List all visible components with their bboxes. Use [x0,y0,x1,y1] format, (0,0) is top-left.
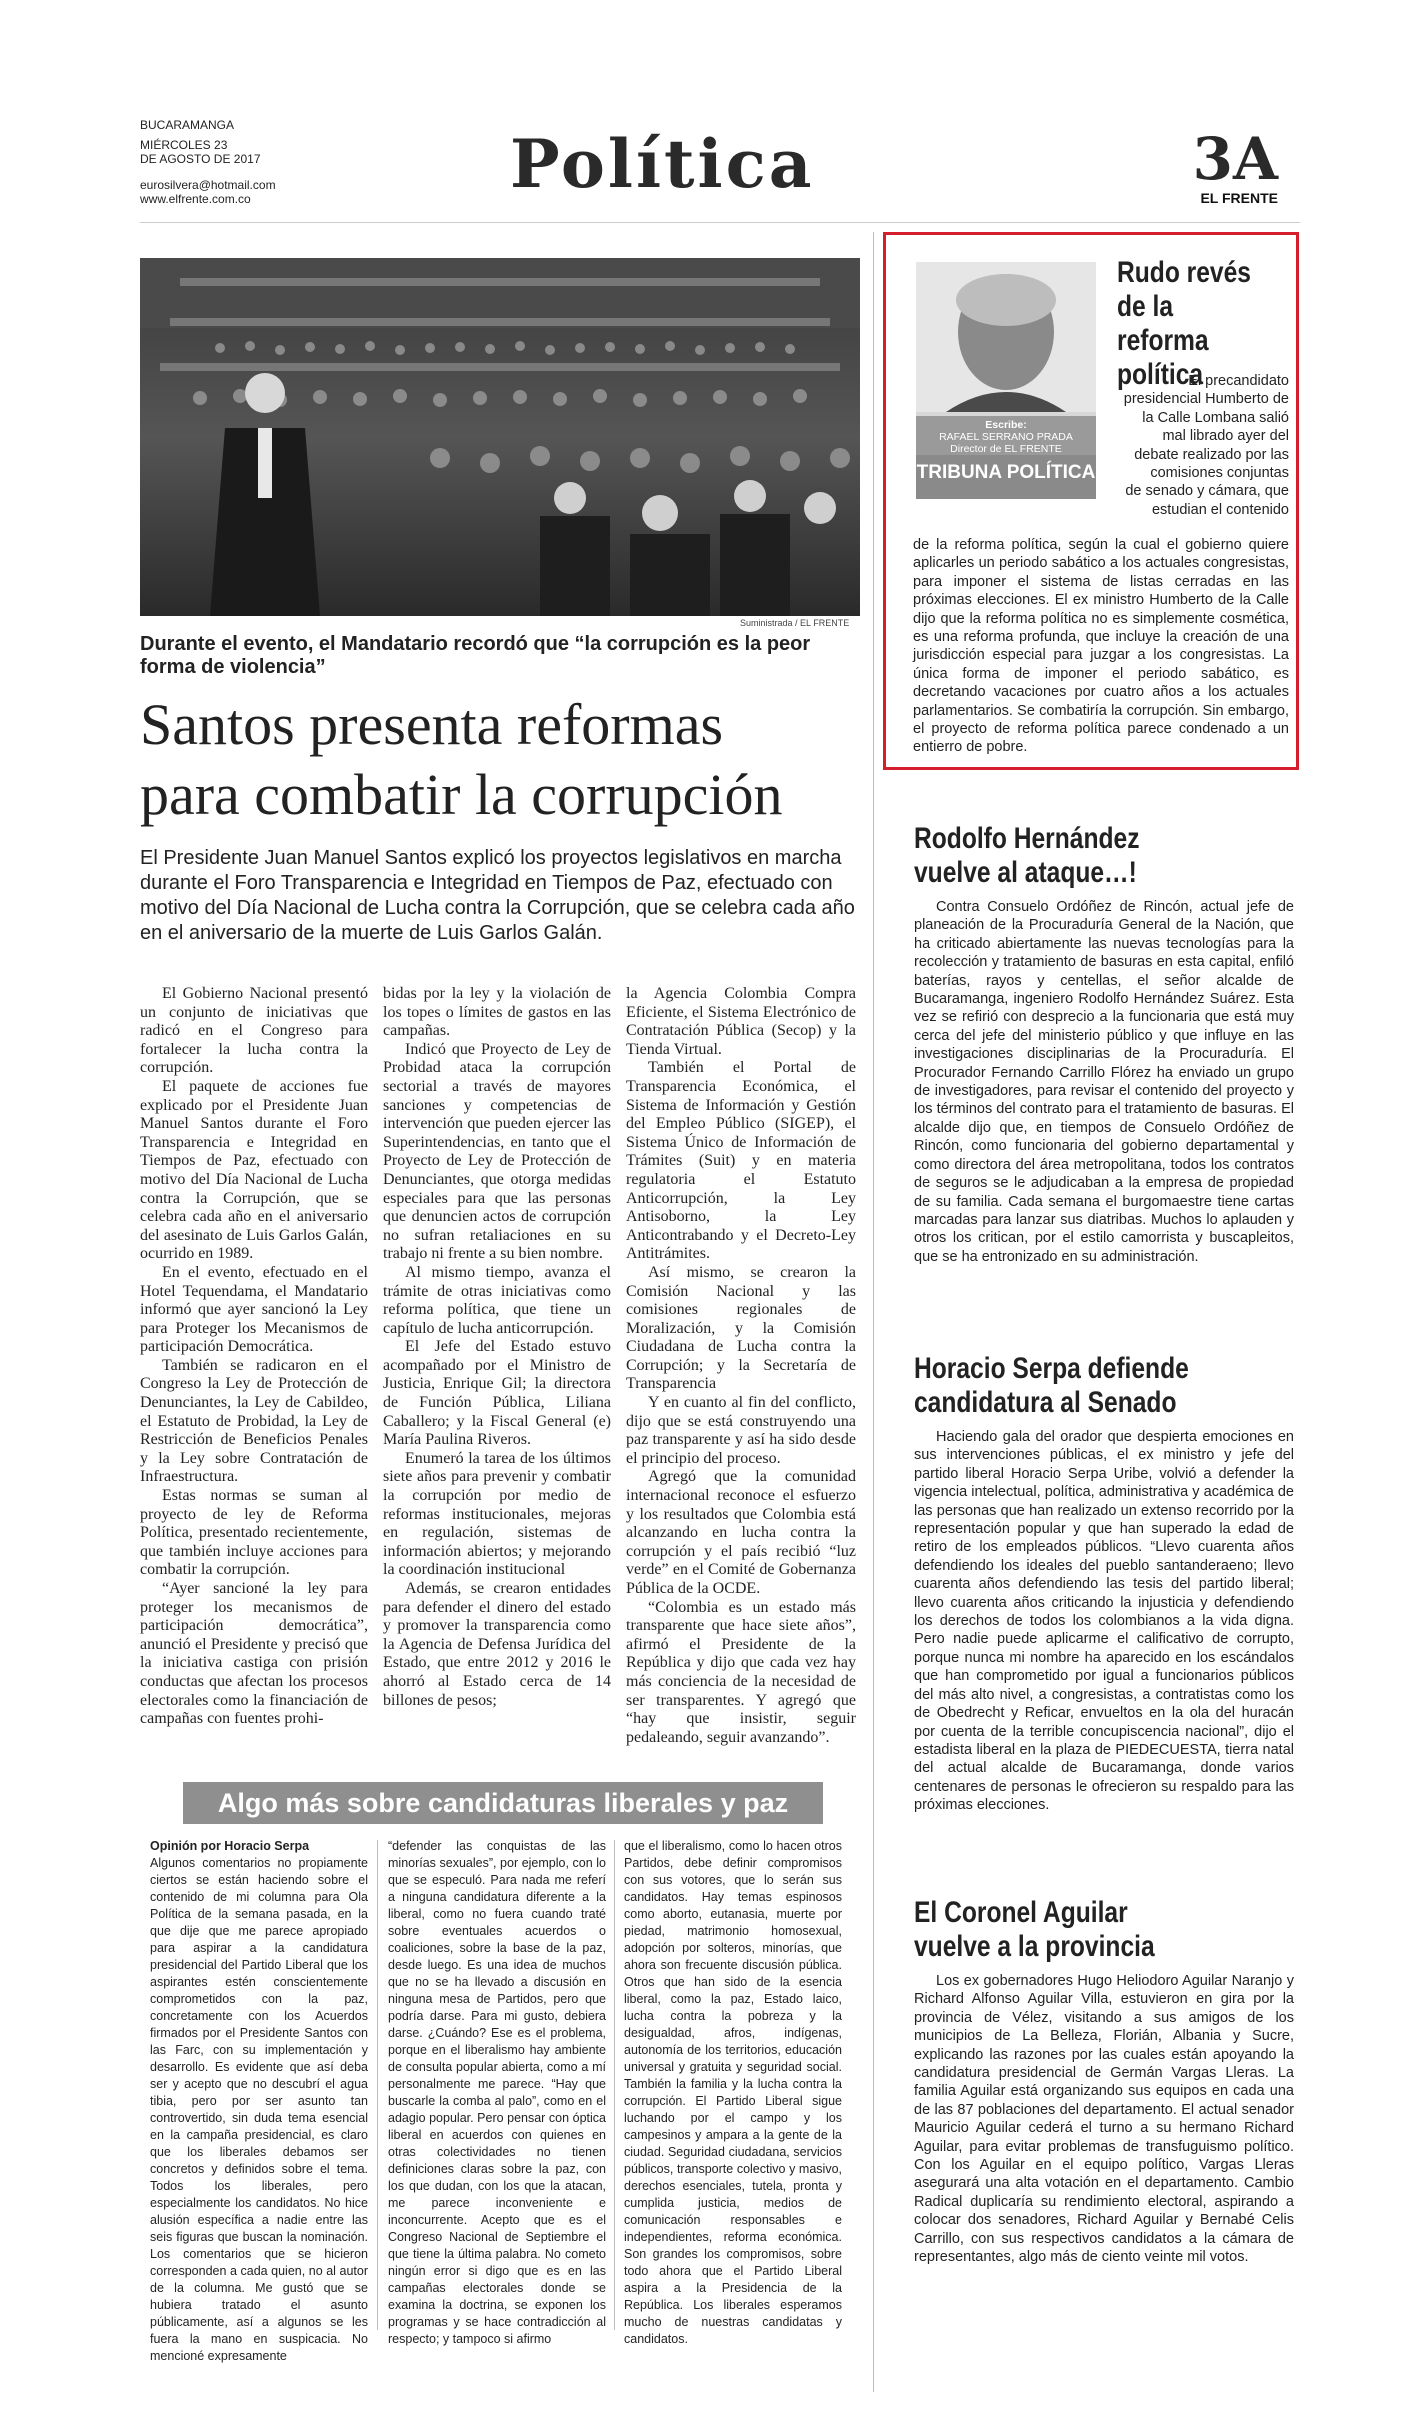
brief-headline-line-1: Horacio Serpa defiende [914,1352,1189,1385]
section-title: Política [510,125,815,203]
brief-body: Contra Consuelo Ordóñez de Rincón, actual jefe de planeación de la Procuraduría General de la Nación, que ha criticado abiertamente las nuevas tecnologías para la recolección y tratamiento de basuras en esta capital, enfiló baterías, rayos y centellas, el señor alcalde de Bucaramanga, ingeniero Rodolfo Hernández Suárez. Esta vez se refirió con desprecio a la funcionaria que está muy cerca del jefe del ministerio público y que influye en las investigaciones disciplinarias de la Procuraduría. El Procurador Fernando Carrillo Flórez ha enviado un grupo de investigadores, para revisar el contenido del proyecto y los términos del contrato para el tratamiento de basuras. El alcalde dijo que, en tiempos de Consuelo Ordóñez de Rincón, como funcionaria del gobierno departamental y como directora del área metropolitana, todos los contratos de seguros se le adjudicaban a la empresa de propiedad de su familia. Cada semana el burgomaestre tiene cartas marcadas para lanzar sus diatribas. Muchos lo aplauden y otros los critican, por el estilo camorrista y buscapleitos, que se ha entronizado en su administración. [914,899,1294,1265]
header-divider [140,222,1300,223]
lead-col2-p: Indicó que Proyecto de Ley de Probidad ataca la corrupción sectorial a través de mayores sanciones y competencias de intervención que pueden ejercer las Superintendencias, en tanto que el Proyecto de Ley de Protección de Denunciantes, que otorga medidas especiales para que las personas que denuncien actos de corrupción no sufran retaliaciones en su trabajo ni frente a su bien nombre. [383,1040,611,1263]
city-label: BUCARAMANGA [140,118,235,132]
columnist-byline [916,416,1096,455]
masthead-meta [140,118,276,206]
lead-col3-p: Agregó que la comunidad internacional reconoce el esfuerzo y los resultados que Colombia está alcanzando en lucha contra la corrupción y el país recibió “luz verde” en el Comité de Gobernanza Pública de la OCDE. [626,1468,856,1597]
lead-column-3 [626,985,856,1747]
theater-audience-photo [140,258,860,616]
page-number: 3A [1192,125,1278,193]
lead-column-1 [140,985,368,1729]
tribuna-body-wide: de la reforma política, según la cual el gobierno quiere aplicarles un periodo sabático a los actuales congresistas, para imponer el sistema de listas cerradas en las próximas elecciones. El ex ministro Humberto de la Calle dijo que la reforma política no es simplemente cosmética, es una reforma profunda, que incluye la creación de una jurisdicción especial para juzgar a los congresistas. La única forma de imponer el periodo sabático, es decretando vacaciones por cuatro años a los actuales parlamentarios. Se combatiría la corrupción. Sin embargo, el proyecto de reforma política parece condenado a un entierro de pobre. [913,537,1289,756]
writer-name: RAFAEL SERRANO PRADA [939,431,1073,443]
lead-col1-p: El paquete de acciones fue explicado por el Presidente Juan Manuel Santos durante el Foro Transparencia e Integridad en Tiempos de Paz, efectuado con motivo del Día Nacional de Lucha contra la Corrupción, que se celebra cada año en el aniversario del asesinato de Luis Garlos Galán, ocurrido en 1989. [140,1077,368,1263]
opinion-banner: Algo más sobre candidaturas liberales y paz [183,1782,823,1824]
brief-serpa [914,1352,1294,1815]
lead-column-2 [383,985,611,1710]
lead-col3-p: Y en cuanto al fin del conflicto, dijo que se está construyendo una paz transparente y así ha sido desde el principio del proceso. [626,1394,856,1467]
columnist-card [916,262,1096,499]
tribuna-body-narrow [1117,372,1289,519]
lead-col1-p: “Ayer sancioné la ley para proteger los mecanismos de participación democrática”, anunció el Presidente y precisó que la iniciativa castiga con prisión conductas que afectan los procesos electorales como la financiación de campañas con fuentes prohi- [140,1580,368,1728]
brief-headline-line-2: vuelve al ataque…! [914,856,1137,889]
tribuna-line: estudian el contenido [1151,501,1289,518]
brief-headline-line-2: vuelve a la provincia [914,1930,1155,1963]
lead-headline-line-2: para combatir la corrupción [140,762,783,827]
lead-col1-p: Estas normas se suman al proyecto de ley de Reforma Política, presentado recientemente, que también incluye acciones para combatir la corrupción. [140,1487,368,1579]
lead-col2-p: Además, se crearon entidades para defender el dinero del estado y promover la transparencia como la Agencia de Defensa Jurídica del Estado, que entre 2012 y 2016 le ahorró al Estado cerca de 14 billones de pesos; [383,1580,611,1709]
brief-body: Haciendo gala del orador que despierta emociones en sus intervenciones públicas, el ex ministro y jefe del partido liberal Horacio Serpa Uribe, volvió a defender la vigencia intelectual, política, administrativa y académica de las personas que han realizado un extenso recorrido por la representación popular y que han superado la edad de retiro de los empleados públicos. “Llevo cuarenta años defendiendo los ideales del pueblo santanderaeno; llevo cuarenta años defendiendo las tesis del partido liberal; llevo cuarenta años criticando la injusticia y defendiendo los derechos de todos los colombianos a la vida digna. Pero nadie puede aplicarme el calificativo de corrupto, porque nunca mi nombre ha aparecido en los escándalos que han comprometido por igual a funcionarios públicos del más alto nivel, a congresistas, a contratistas como los de Obedrecht y Reficar, envueltos en la ola del huracán por cuenta de la terrible concupiscencia nacional”, dijo el estadista liberal en la plaza de PIEDECUESTA, tierra natal del actual alcalde de Bucaramanga, donde varios centenares de personas le ofrecieron su respaldo para las próximas elecciones. [914,1429,1294,1814]
writer-label: Escribe: [985,419,1027,431]
email-link[interactable]: eurosilvera@hotmail.com [140,178,276,192]
opinion-divider [377,1840,378,2330]
tribuna-headline-line-3: política [1117,358,1204,391]
brief-rodolfo [914,822,1294,1266]
tribuna-line: comisiones conjuntas [1150,465,1289,482]
lead-headline-line-1: Santos presenta reformas [140,692,724,757]
website-link[interactable]: www.elfrente.com.co [140,192,251,206]
brief-body: Los ex gobernadores Hugo Heliodoro Aguilar Naranjo y Richard Alfonso Aguilar Villa, estuvieron en gira por la provincia de Vélez, visitando a sus amigos de los municipios de La Belleza, Florián, Albania y Sucre, explicando las razones por las cuales están apoyando la candidatura presidencial de Germán Vargas Lleras. La familia Aguilar está organizando sus equipos en cada una de las 87 poblaciones del departamento. El actual senador Mauricio Aguilar cederá el turno a su hermano Richard Aguilar, para evitar problemas de transfuguismo político. Con los Aguilar en el equipo político, Vargas Lleras asegurará una alta votación en el departamento. Cambio Radical duplicaría su rendimiento electoral, aspirando a colocar dos senadores, Richard Aguilar y Bernabé Celis Carrillo, con sus respectivos candidatos a la cámara de representantes, algo más de ciento veinte mil votos. [914,1973,1294,2266]
columnist-portrait [916,262,1096,412]
opinion-column-3: que el liberalismo, como lo hacen otros Partidos, debe definir compromisos con sus votores, que lo serán sus candidatos. Hay temas espinosos como aborto, eutanasia, muerte por piedad, matrimonio homosexual, adopción por solteros, minorías, que ahora son frecuente discusión pública. Otros que han sido de la esencia liberal, como la paz, Estado laico, lucha contra la pobreza y la desigualdad, afros, indígenas, autonomía de los territorios, educación universal y gratuita y seguridad social. También la familia y la lucha contra la corrupción. El Partido Liberal sigue luchando por el campo y los campesinos y ampara a la gente de la ciudad. Seguridad ciudadana, servicios públicos, transporte colectivo y masivo, derechos esenciales, tutela, pronta y cumplida justicia, medios de comunicación responsables e independientes, reforma económica. Son grandes los compromisos, sobre todo ahora que el Partido Liberal aspira a la Presidencia de la República. Los liberales esperamos mucho de nuestras candidatas y candidatos. [624,1839,842,2346]
brand-name: EL FRENTE [1200,190,1278,206]
tribuna-label: TRIBUNA POLÍTICA [916,455,1096,499]
tribuna-line: la Calle Lombana salió [1142,409,1289,426]
lead-col3-p: Así mismo, se crearon la Comisión Nacional y las comisiones regionales de Moralización, y la Comisión Ciudadana de Lucha contra la Corrupción; y la Secretaría de Transparencia [626,1263,856,1393]
photo-caption: Durante el evento, el Mandatario recordó que “la corrupción es la peor forma de violencia” [140,633,811,678]
lead-col2-p: El Jefe del Estado estuvo acompañado por el Ministro de Justicia, Enrique Gil; la directora de Función Pública, Liliana Caballero; y la Fiscal General (e) María Paulina Riveros. [383,1338,611,1449]
brief-headline-line-2: candidatura al Senado [914,1386,1177,1419]
tribuna-line: de senado y cámara, que [1125,483,1289,500]
opinion-column-2: “defender las conquistas de las minorías sexuales”, por ejemplo, con lo que se especuló. Para nada me referí a ninguna candidatura diferente a la liberal, como no fuera cuando traté sobre eventuales acuerdos o coaliciones, sobre la base de la paz, desde luego. Es una idea de muchos que no se ha llevado a discusión en ninguna mesa de Partidos, pero que podría darse. Para mi gusto, debiera darse. ¿Cuándo? Ese es el problema, porque en el liberalismo hay ambiente de consulta popular abierta, como a mí personalmente me parece. “Hay que buscarle la comba al palo”, como en el adagio popular. Pero pensar con óptica liberal en acuerdos con quienes en otras colectividades no tienen definiciones claras sobre la paz, con los que dudan, con los que la atacan, me parece inconveniente e inconcurrente. Acepto que es el Congreso Nacional de Septiembre el que tiene la última palabra. No cometo ningún error si digo que es en las campañas electorales donde se examina la doctrina, se exponen los programas y se hace contradicción al respecto; y tampoco si afirmo [388,1839,606,2346]
tribuna-headline-line-1: Rudo revés [1117,256,1251,289]
opinion-column-1 [150,1838,368,2365]
lead-col1-p: En el evento, efectuado en el Hotel Tequendama, el Mandatario informó que ayer sancionó la Ley para Proteger los Mecanismos de participación Democrática. [140,1263,368,1356]
brief-headline-line-1: El Coronel Aguilar [914,1896,1128,1929]
date-line-1: MIÉRCOLES 23 [140,138,228,152]
lead-col3-p: la Agencia Colombia Compra Eficiente, el Sistema Electrónico de Contratación Pública (Secop) y la Tienda Virtual. [626,985,856,1058]
writer-role: Director de EL FRENTE [950,443,1062,455]
lead-lede: El Presidente Juan Manuel Santos explicó los proyectos legislativos en marcha durante el Foro Transparencia e Integridad en Tiempos de Paz, efectuado con motivo del Día Nacional de Lucha contra la Corrupción, que se celebra cada año en el aniversario de la muerte de Luis Garlos Galán. [140,847,855,944]
tribuna-line: mal librado ayer del [1162,428,1289,445]
opinion-divider [614,1840,615,2330]
lead-headline [140,690,870,830]
lead-col2-p: Al mismo tiempo, avanza el trámite de otras iniciativas como reforma política, que tiene un capítulo de lucha anticorrupción. [383,1263,611,1337]
lead-photo [140,258,860,616]
tribuna-headline-line-2: de la reforma [1117,290,1209,357]
tribuna-line: El precandidato presidencial Humberto de [1123,373,1289,408]
photo-credit: Suministrada / EL FRENTE [740,618,850,628]
lead-col2-p: bidas por la ley y la violación de los topes o límites de gastos en las campañas. [383,985,611,1040]
lead-col1-p: El Gobierno Nacional presentó un conjunto de iniciativas que radicó en el Congreso para fortalecer la lucha contra la corrupción. [140,985,368,1077]
date-line-2: DE AGOSTO DE 2017 [140,152,261,166]
lead-col1-p: También se radicaron en el Congreso la Ley de Protección de Denunciantes, la Ley de Cabildeo, el Estatuto de Probidad, la Ley de Restricción de Beneficios Penales y la Ley sobre Contratación de Infraestructura. [140,1356,368,1486]
opinion-text: Algunos comentarios no propiamente ciertos se están haciendo sobre el contenido de mi columna para Ola Política de la semana pasada, en la que dije que me parece apropiado para aspirar a la candidatura presidencial del Partido Liberal que los aspirantes estén conscientemente comprometidos con la paz, concretamente con los Acuerdos firmados por el Presidente Santos con las Farc, con su implementación y desarrollo. Es evidente que así deba ser y acepto que no descubrí el agua tibia, pero por ser asunto tan controvertido, sin duda tema esencial en la campaña presidencial, es claro que los liberales debamos ser concretos y definidos sobre el tema. Todos los liberales, pero especialmente los candidatos. No hice alusión específica a nadie entre las seis figuras que buscan la nominación. Los comentarios que se hicieron corresponden a cada quien, no al autor de la columna. Me gustó que se hubiera tratado el asunto públicamente, así a algunos se les fuera la mano en suspicacia. No mencioné expresamente [150,1856,368,2363]
opinion-byline: Opinión por Horacio Serpa [150,1839,310,1853]
tribuna-line: debate realizado por las [1134,446,1289,463]
lead-col3-p: “Colombia es un estado más transparente que hace siete años”, afirmó el Presidente de la República y dijo que cada vez hay más conciencia de la necesidad de ser transparentes. Y agregó que “hay que insistir, seguir pedaleando, seguir avanzando”. [626,1598,856,1746]
lead-col2-p: Enumeró la tarea de los últimos siete años para prevenir y combatir la corrupción por medio de reformas institucionales, mejoras en regulación, sistemas de información abiertos; y mejorando la coordinación institucional [383,1449,611,1579]
brief-aguilar [914,1896,1294,2267]
column-divider [873,232,874,2392]
lead-col3-p: También el Portal de Transparencia Económica, el Sistema de Información y Gestión del Empleo Público (SIGEP), el Sistema Único de Información de Trámites (Suit) y en materia regulatoria el Estatuto Anticorrupción, la Ley Antisoborno, la Ley Anticontrabando y el Decreto-Ley Antitrámites. [626,1059,856,1263]
brief-headline-line-1: Rodolfo Hernández [914,822,1140,855]
